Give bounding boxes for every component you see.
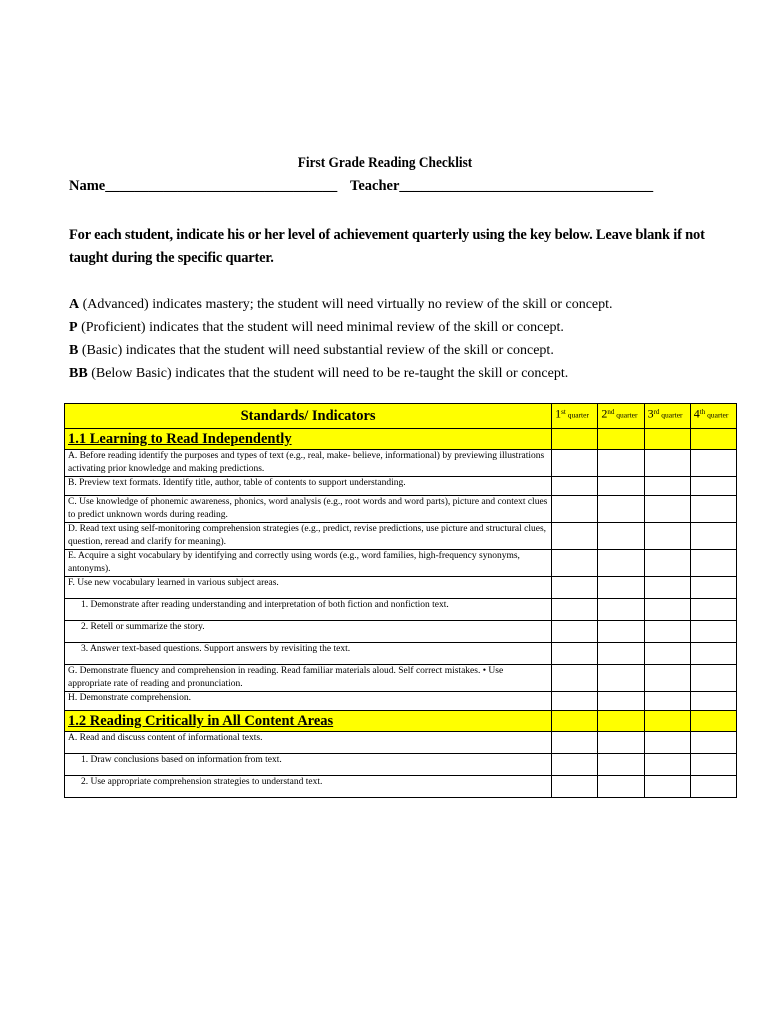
quarter-cell[interactable] [644,450,690,477]
quarter-cell[interactable] [690,776,736,798]
quarter-cell[interactable] [552,523,598,550]
quarter-cell[interactable] [690,523,736,550]
quarter-cell[interactable] [644,477,690,496]
quarter-cell[interactable] [644,621,690,643]
standards-header: Standards/ Indicators [65,404,552,429]
table-header-row [65,404,737,429]
section-row [65,429,737,450]
quarter-cell[interactable] [690,732,736,754]
indicator-text: 2. Use appropriate comprehension strategies to understand text. [65,776,552,798]
table-row [65,450,737,477]
table-row [65,496,737,523]
quarter-cell[interactable] [598,450,644,477]
quarter-cell[interactable] [552,577,598,599]
quarter-cell[interactable] [644,776,690,798]
key-item-below-basic: BB (Below Basic) indicates that the student will need to be re-taught the skill or concept. [69,366,569,381]
quarter-cell[interactable] [552,621,598,643]
quarter-cell[interactable] [690,450,736,477]
quarter-cell[interactable] [690,496,736,523]
section-heading: 1.1 Learning to Read Independently [65,429,552,450]
quarter-cell[interactable] [690,754,736,776]
table-row [65,523,737,550]
quarter-cell[interactable] [690,577,736,599]
quarter-cell[interactable] [552,776,598,798]
quarter-cell[interactable] [552,732,598,754]
quarter-cell[interactable] [690,621,736,643]
table-row [65,754,737,776]
indicator-text: 1. Demonstrate after reading understanding and interpretation of both fiction and nonfiction text. [65,599,552,621]
quarter-cell[interactable] [552,665,598,692]
quarter-cell[interactable] [644,599,690,621]
quarter-cell[interactable] [644,732,690,754]
indicator-text: E. Acquire a sight vocabulary by identifying and correctly using words (e.g., word families, high-frequency synonyms, antonyms). [65,550,552,577]
table-row [65,692,737,711]
quarter-cell[interactable] [598,665,644,692]
section-heading: 1.2 Reading Critically in All Content Areas [65,711,552,732]
indicator-text: 2. Retell or summarize the story. [65,621,552,643]
indicator-text: 3. Answer text-based questions. Support answers by revisiting the text. [65,643,552,665]
table-row [65,599,737,621]
table-row [65,477,737,496]
indicator-text: F. Use new vocabulary learned in various subject areas. [65,577,552,599]
indicator-text: C. Use knowledge of phonemic awareness, phonics, word analysis (e.g., root words and word parts), picture and context clues to predict unknown words during reading. [65,496,552,523]
quarter-header-3: 3rd quarter [644,404,690,429]
indicator-text: D. Read text using self-monitoring comprehension strategies (e.g., predict, revise predictions, use picture and structural clues, question, reread and clarify for meaning). [65,523,552,550]
checklist-table [64,403,737,798]
quarter-cell[interactable] [552,477,598,496]
quarter-cell[interactable] [598,477,644,496]
quarter-cell[interactable] [598,523,644,550]
name-field-label: Name________________________________ [69,178,338,194]
quarter-cell[interactable] [644,550,690,577]
indicator-text: 1. Draw conclusions based on information from text. [65,754,552,776]
quarter-cell[interactable] [552,496,598,523]
quarter-cell[interactable] [690,599,736,621]
quarter-cell[interactable] [552,754,598,776]
table-row [65,643,737,665]
key-legend [69,293,719,385]
quarter-cell[interactable] [690,692,736,711]
key-item-basic: B (Basic) indicates that the student will need substantial review of the skill or concept. [69,343,554,358]
quarter-cell[interactable] [598,496,644,523]
quarter-cell[interactable] [644,665,690,692]
table-row [65,776,737,798]
key-item-advanced: A (Advanced) indicates mastery; the student will need virtually no review of the skill or concept. [69,297,613,312]
quarter-cell[interactable] [598,692,644,711]
indicator-text: A. Before reading identify the purposes and types of text (e.g., real, make- believe, informational) by previewing illustrations activating prior knowledge and making predictions. [65,450,552,477]
quarter-cell[interactable] [644,577,690,599]
quarter-cell[interactable] [644,643,690,665]
table-row [65,577,737,599]
quarter-cell[interactable] [690,643,736,665]
quarter-cell[interactable] [690,665,736,692]
table-row [65,665,737,692]
quarter-cell[interactable] [598,732,644,754]
quarter-cell[interactable] [598,599,644,621]
quarter-cell[interactable] [552,599,598,621]
page-title: First Grade Reading Checklist [297,155,473,171]
quarter-cell[interactable] [644,754,690,776]
table-row [65,621,737,643]
quarter-header-4: 4th quarter [690,404,736,429]
quarter-cell[interactable] [644,692,690,711]
instructions: For each student, indicate his or her level of achievement quarterly using the key below. Leave blank if not taught during the specific quarter. [69,227,705,266]
quarter-cell[interactable] [552,550,598,577]
quarter-cell[interactable] [644,523,690,550]
key-item-proficient: P (Proficient) indicates that the student will need minimal review of the skill or concept. [69,320,564,335]
quarter-header-2: 2nd quarter [598,404,644,429]
quarter-cell[interactable] [690,550,736,577]
indicator-text: B. Preview text formats. Identify title, author, table of contents to support understanding. [65,477,552,496]
quarter-cell[interactable] [690,477,736,496]
table-row [65,550,737,577]
quarter-cell[interactable] [552,692,598,711]
quarter-cell[interactable] [552,450,598,477]
indicator-text: A. Read and discuss content of informational texts. [65,732,552,754]
indicator-text: G. Demonstrate fluency and comprehension in reading. Read familiar materials aloud. Self correct mistakes. • Use appropriate rate of reading and pronunciation. [65,665,552,692]
quarter-cell[interactable] [598,577,644,599]
quarter-cell[interactable] [598,776,644,798]
table-row [65,732,737,754]
quarter-cell[interactable] [598,754,644,776]
quarter-cell[interactable] [598,643,644,665]
quarter-cell[interactable] [552,643,598,665]
section-row [65,711,737,732]
teacher-field-label: Teacher___________________________________ [350,178,654,194]
indicator-text: H. Demonstrate comprehension. [65,692,552,711]
quarter-cell[interactable] [598,550,644,577]
quarter-cell[interactable] [644,496,690,523]
quarter-cell[interactable] [598,621,644,643]
quarter-header-1: 1st quarter [552,404,598,429]
